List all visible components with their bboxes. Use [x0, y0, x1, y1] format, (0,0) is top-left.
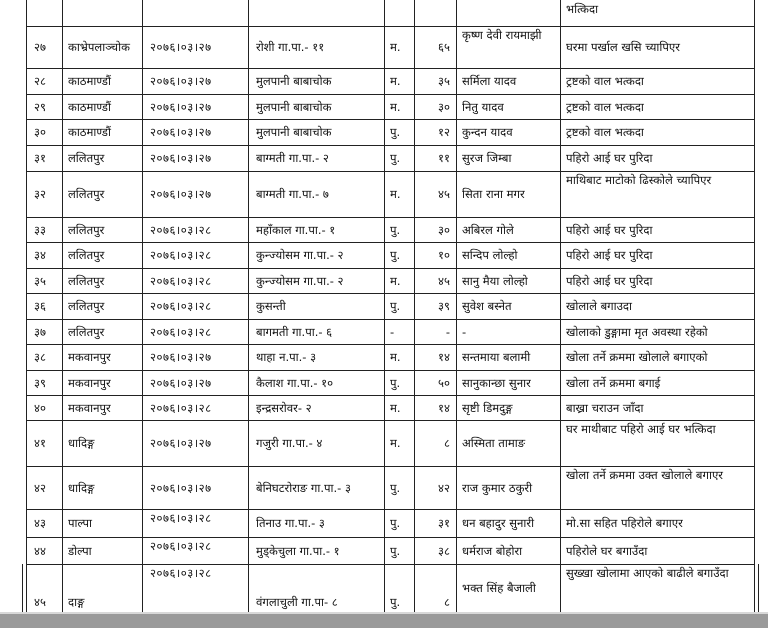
address-cell: कुसन्ती — [256, 299, 286, 313]
date-cell: २०७६।०३।२८ — [150, 539, 212, 553]
row-divider — [26, 119, 754, 120]
row-divider — [26, 509, 754, 510]
description-cell: खोला तर्ने क्रममा उक्त खोलाले बगाएर — [566, 468, 724, 482]
description-cell: पहिरो आई घर पुरिदा — [566, 151, 653, 165]
description-cell: सुख्खा खोलामा आएको बाढीले बगाउँदा — [566, 566, 729, 580]
date-cell: २०७६।०३।२८ — [150, 299, 212, 313]
date-cell: २०७६।०३।२७ — [150, 375, 212, 390]
district-cell: ललितपुर — [68, 222, 105, 237]
sex-cell: म. — [390, 40, 401, 54]
description-cell: खोलाले बगाउदा — [566, 299, 633, 313]
name-cell: धर्मराज बोहोरा — [462, 543, 523, 558]
age-cell: ३८ — [438, 543, 450, 558]
address-cell: रोशी गा.पा.- ११ — [256, 40, 325, 54]
address-cell: मुड्केचुला गा.पा.- १ — [256, 543, 340, 558]
row-number-cell: ४५ — [34, 595, 46, 609]
name-cell: सानुकान्छा सुनार — [462, 375, 531, 390]
district-cell: ललितपुर — [68, 299, 105, 313]
sex-cell: पु. — [390, 375, 401, 390]
district-cell: दाङ्ग — [68, 595, 85, 609]
name-cell: सर्मिला यादव — [462, 74, 517, 88]
name-cell: सुवेश बस्नेत — [462, 299, 512, 313]
age-cell: ८ — [444, 436, 450, 450]
name-cell: सानु मैया लोल्हो — [462, 273, 528, 288]
date-cell: २०७६।०३।२७ — [150, 74, 212, 88]
age-cell: ३० — [438, 222, 450, 237]
description-cell: पहिरो आई घर पुरिदा — [566, 222, 653, 237]
date-cell: २०७६।०३।२७ — [150, 99, 212, 114]
sex-cell: म. — [390, 273, 401, 288]
date-cell: २०७६।०३।२७ — [150, 350, 212, 364]
age-cell: १२ — [438, 125, 450, 139]
column-divider — [754, 0, 755, 612]
row-divider — [26, 344, 754, 345]
date-cell: २०७६।०३।२८ — [150, 222, 212, 237]
column-divider — [758, 564, 759, 612]
sex-cell: पु. — [390, 480, 401, 495]
description-cell: पहिरो आई घर पुरिदा — [566, 273, 653, 288]
name-cell: कुन्दन यादव — [462, 125, 513, 139]
address-cell: कुन्ज्योसम गा.पा.- २ — [256, 248, 344, 262]
column-divider — [560, 0, 561, 612]
date-cell: २०७६।०३।२८ — [150, 324, 212, 339]
age-cell: ३९ — [438, 299, 450, 313]
sex-cell: पु. — [390, 595, 401, 609]
description-cell: पहिरो आई घर पुरिदा — [566, 248, 653, 262]
age-cell: ३१ — [438, 516, 450, 530]
sex-cell: म. — [390, 400, 401, 415]
date-cell: २०७६।०३।२८ — [150, 248, 212, 262]
description-cell: पहिरोले घर बगाउँदा — [566, 543, 648, 558]
row-divider — [26, 94, 754, 95]
row-number-cell: २७ — [34, 40, 46, 54]
age-cell: ११ — [438, 151, 450, 165]
row-divider — [26, 293, 754, 294]
date-cell: २०७६।०३।२७ — [150, 125, 212, 139]
row-divider — [26, 26, 754, 27]
address-cell: गजुरी गा.पा.- ४ — [256, 436, 323, 450]
row-divider — [26, 242, 754, 243]
name-cell: नितु यादव — [462, 99, 504, 114]
row-divider — [26, 68, 754, 69]
district-cell: धादिङ्ग — [68, 436, 95, 450]
row-divider — [26, 370, 754, 371]
sex-cell: पु. — [390, 125, 401, 139]
age-cell: ६५ — [438, 40, 450, 54]
age-cell: - — [445, 324, 450, 339]
sex-cell: पु. — [390, 543, 401, 558]
column-divider — [248, 0, 249, 612]
age-cell: १४ — [438, 400, 450, 415]
name-cell: भक्त सिंह बैजाली — [462, 581, 536, 595]
district-cell: काभ्रेपलाञ्चोक — [68, 40, 130, 54]
sex-cell: म. — [390, 99, 401, 114]
page-bottom-shadow — [0, 614, 768, 628]
row-divider — [26, 420, 754, 421]
name-cell: सिता राना मगर — [462, 187, 525, 201]
row-number-cell: ३४ — [34, 248, 46, 262]
name-cell: - — [462, 324, 467, 339]
date-cell: २०७६।०३।२७ — [150, 187, 212, 201]
date-cell: २०७६।०३।२८ — [150, 273, 212, 288]
address-cell: मुलपानी बाबाचोक — [256, 125, 332, 139]
description-cell: घर माथीबाट पहिरो आई घर भत्किदा — [566, 422, 716, 436]
district-cell: ललितपुर — [68, 273, 105, 288]
row-divider — [26, 217, 754, 218]
name-cell: सन्दिप लोल्हो — [462, 248, 518, 262]
age-cell: ३५ — [438, 74, 450, 88]
sex-cell: म. — [390, 187, 401, 201]
row-number-cell: ४१ — [34, 436, 46, 450]
name-cell: अबिरल गोले — [462, 222, 514, 237]
row-number-cell: ४० — [34, 400, 46, 415]
row-divider — [26, 564, 754, 565]
district-cell: ललितपुर — [68, 151, 105, 165]
name-cell: सुरज जिम्बा — [462, 151, 512, 165]
district-cell: मकवानपुर — [68, 375, 111, 390]
address-cell: महाँकाल गा.पा.- १ — [256, 222, 336, 237]
description-cell: भत्किदा — [566, 2, 599, 16]
age-cell: १० — [438, 248, 450, 262]
description-cell: खोलाको डुङ्गामा मृत अवस्था रहेको — [566, 324, 708, 339]
row-divider — [26, 466, 754, 467]
row-number-cell: ३९ — [34, 375, 46, 390]
row-number-cell: ३२ — [34, 187, 46, 201]
column-divider — [456, 0, 457, 612]
age-cell: ५० — [438, 375, 450, 390]
sex-cell: - — [390, 324, 395, 339]
district-cell: काठमाण्डौं — [68, 74, 111, 88]
name-cell: राज कुमार ठकुरी — [462, 480, 533, 495]
row-number-cell: ४२ — [34, 480, 46, 495]
district-cell: डोल्पा — [68, 543, 92, 558]
date-cell: २०७६।०३।२७ — [150, 436, 212, 450]
address-cell: बाग्मती गा.पा.- ७ — [256, 187, 329, 201]
sex-cell: म. — [390, 74, 401, 88]
address-cell: इन्द्रसरोवर- २ — [256, 400, 312, 415]
date-cell: २०७६।०३।२७ — [150, 151, 212, 165]
district-cell: ललितपुर — [68, 187, 105, 201]
date-cell: २०७६।०३।२८ — [150, 400, 212, 415]
row-number-cell: २८ — [34, 74, 46, 88]
date-cell: २०७६।०३।२७ — [150, 40, 212, 54]
column-divider — [414, 0, 415, 612]
name-cell: सृष्टी डिमदुङ्ग — [462, 400, 513, 415]
row-number-cell: ३८ — [34, 350, 46, 364]
age-cell: १४ — [438, 350, 450, 364]
sex-cell: म. — [390, 436, 401, 450]
name-cell: अस्मिता तामाङ — [462, 436, 526, 450]
sex-cell: पु. — [390, 299, 401, 313]
district-cell: धादिङ्ग — [68, 480, 95, 495]
description-cell: खोला तर्ने क्रममा खोलाले बगाएको — [566, 350, 708, 364]
address-cell: मुलपानी बाबाचोक — [256, 99, 332, 114]
description-cell: ट्रष्टको वाल भत्कदा — [566, 99, 644, 114]
address-cell: बाग्मती गा.पा.- २ — [256, 151, 329, 165]
sex-cell: पु. — [390, 516, 401, 530]
district-cell: काठमाण्डौं — [68, 99, 111, 114]
row-number-cell: ३१ — [34, 151, 46, 165]
row-divider — [26, 319, 754, 320]
district-cell: काठमाण्डौं — [68, 125, 111, 139]
age-cell: ४२ — [438, 480, 450, 495]
row-number-cell: ३७ — [34, 324, 46, 339]
row-number-cell: ४३ — [34, 516, 46, 530]
address-cell: थाहा न.पा.- ३ — [256, 350, 317, 364]
address-cell: मुलपानी बाबाचोक — [256, 74, 332, 88]
row-number-cell: २९ — [34, 99, 46, 114]
row-divider — [26, 395, 754, 396]
description-cell: मो.सा सहित पहिरोले बगाएर — [566, 516, 683, 530]
row-divider — [26, 268, 754, 269]
address-cell: तिनाउ गा.पा.- ३ — [256, 516, 325, 530]
address-cell: बेनिघटरोराङ गा.पा.- ३ — [256, 480, 351, 495]
address-cell: कैलाश गा.पा.- १० — [256, 375, 334, 390]
name-cell: धन बहादुर सुनारी — [462, 516, 535, 530]
description-cell: घरमा पर्खाल खसि च्यापिएर — [566, 40, 680, 54]
column-divider — [22, 564, 23, 612]
sex-cell: पु. — [390, 151, 401, 165]
district-cell: ललितपुर — [68, 324, 105, 339]
address-cell: कुन्ज्योसम गा.पा.- २ — [256, 273, 344, 288]
date-cell: २०७६।०३।२८ — [150, 511, 212, 525]
row-number-cell: ३० — [34, 125, 46, 139]
district-cell: ललितपुर — [68, 248, 105, 262]
date-cell: २०७६।०३।२७ — [150, 480, 212, 495]
column-divider — [384, 0, 385, 612]
description-cell: ट्रष्टको वाल भत्कदा — [566, 125, 644, 139]
description-cell: खोला तर्ने क्रममा बगाई — [566, 375, 661, 390]
column-divider — [26, 0, 27, 612]
address-cell: वंगलाचुली गा.पा- ८ — [256, 595, 338, 609]
row-number-cell: ३६ — [34, 299, 46, 313]
description-cell: ट्रष्टको वाल भत्कदा — [566, 74, 644, 88]
age-cell: ३० — [438, 99, 450, 114]
age-cell: ४५ — [438, 187, 450, 201]
sex-cell: म. — [390, 350, 401, 364]
name-cell: कृष्ण देवी रायमाझी — [462, 28, 542, 42]
date-cell: २०७६।०३।२८ — [150, 566, 212, 580]
row-number-cell: ३५ — [34, 273, 46, 288]
description-cell: माथिबाट माटोको ढिस्कोले च्यापिएर — [566, 173, 712, 187]
age-cell: ८ — [444, 595, 450, 609]
row-divider — [26, 145, 754, 146]
description-cell: बाख्रा चराउन जाँदा — [566, 400, 644, 415]
sex-cell: पु. — [390, 248, 401, 262]
name-cell: सन्तमाया बलामी — [462, 350, 531, 364]
age-cell: ४५ — [438, 273, 450, 288]
row-number-cell: ४४ — [34, 543, 46, 558]
address-cell: बागमती गा.पा.- ६ — [256, 324, 333, 339]
district-cell: मकवानपुर — [68, 400, 111, 415]
row-divider — [26, 171, 754, 172]
column-divider — [62, 0, 63, 612]
column-divider — [142, 0, 143, 612]
district-cell: पाल्पा — [68, 516, 92, 530]
row-number-cell: ३३ — [34, 222, 46, 237]
district-cell: मकवानपुर — [68, 350, 111, 364]
sex-cell: पु. — [390, 222, 401, 237]
row-divider — [26, 537, 754, 538]
